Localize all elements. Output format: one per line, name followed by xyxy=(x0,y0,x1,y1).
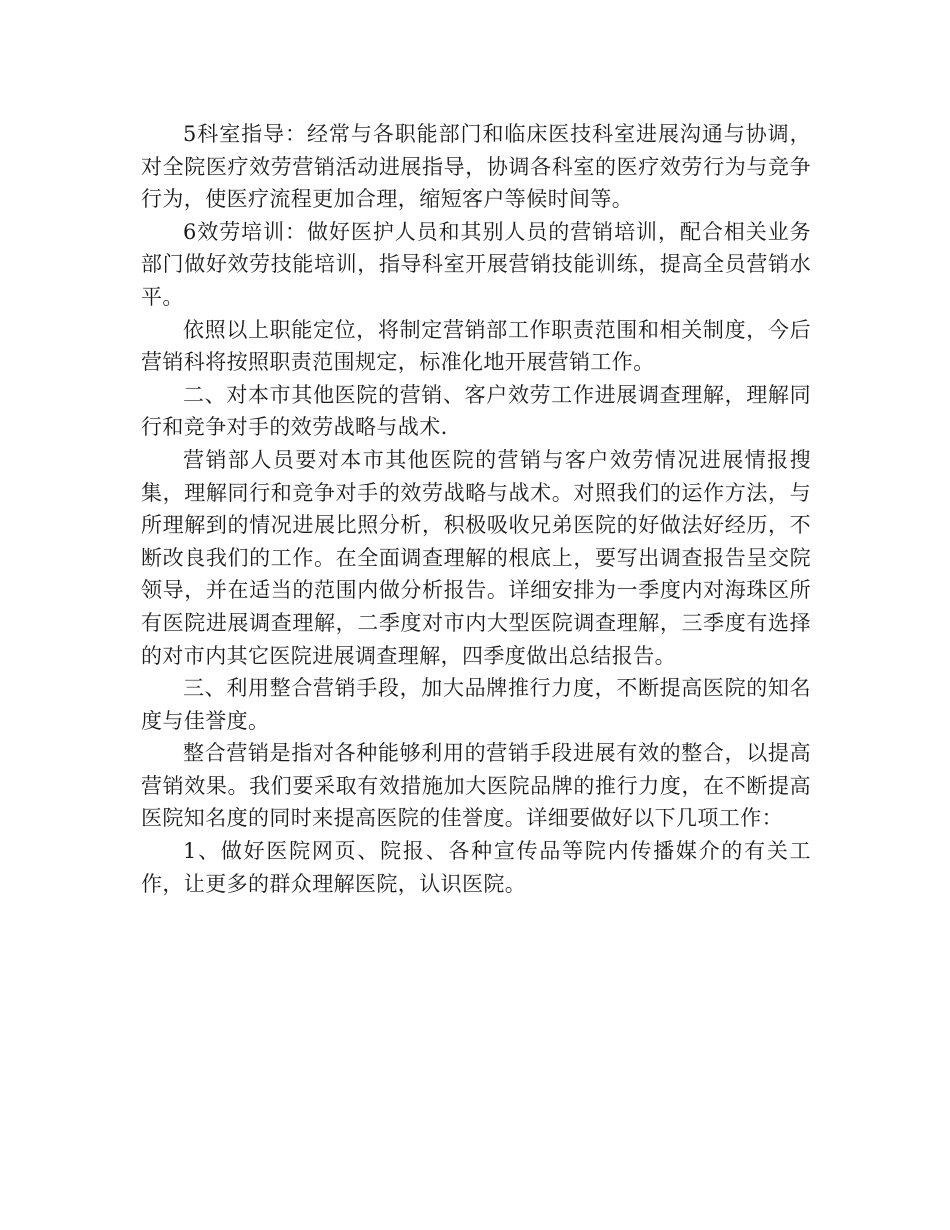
paragraph-item-one: 1、做好医院网页、院报、各种宣传品等院内传播媒介的有关工作，让更多的群众理解医院，认识医院。 xyxy=(141,839,811,896)
paragraph-department-guidance: 5科室指导：经常与各职能部门和临床医技科室进展沟通与协调，对全院医疗效劳营销活动进展指导，协调各科室的医疗效劳行为与竞争行为，使医疗流程更加合理，缩短客户等候时间等。 xyxy=(141,122,811,212)
paragraph-function-positioning: 依照以上职能定位，将制定营销部工作职责范围和相关制度，今后营销科将按照职责范围规定，标准化地开展营销工作。 xyxy=(141,317,811,375)
paragraph-competitor-research: 营销部人员要对本市其他医院的营销与客户效劳情况进展情报搜集，理解同行和竞争对手的效劳战略与战术。对照我们的运作方法，与所理解到的情况进展比照分析，积极吸收兄弟医院的好做法好经历，不断改良我们的工作。在全面调查理解的根底上，要写出调查报告呈交院领导，并在适当的范围内做分析报告。详细安排为一季度内对海珠区所有医院进展调查理解，二季度对市内大型医院调查理解，三季度有选择的对市内其它医院进展调查理解，四季度做出总结报告。 xyxy=(141,447,811,668)
heading-section-two: 二、对本市其他医院的营销、客户效劳工作进展调查理解，理解同行和竞争对手的效劳战略与战术. xyxy=(141,382,811,440)
paragraph-service-training: 6效劳培训：做好医护人员和其别人员的营销培训，配合相关业务部门做好效劳技能培训，指导科室开展营销技能训练，提高全员营销水平。 xyxy=(141,219,811,309)
document-body xyxy=(141,118,811,900)
heading-section-three: 三、利用整合营销手段，加大品牌推行力度，不断提高医院的知名度与佳誉度。 xyxy=(141,676,811,733)
paragraph-integrated-marketing: 整合营销是指对各种能够利用的营销手段进展有效的整合，以提高营销效果。我们要采取有效措施加大医院品牌的推行力度，在不断提高医院知名度的同时来提高医院的佳誉度。详细要做好以下几项工作： xyxy=(141,741,811,831)
